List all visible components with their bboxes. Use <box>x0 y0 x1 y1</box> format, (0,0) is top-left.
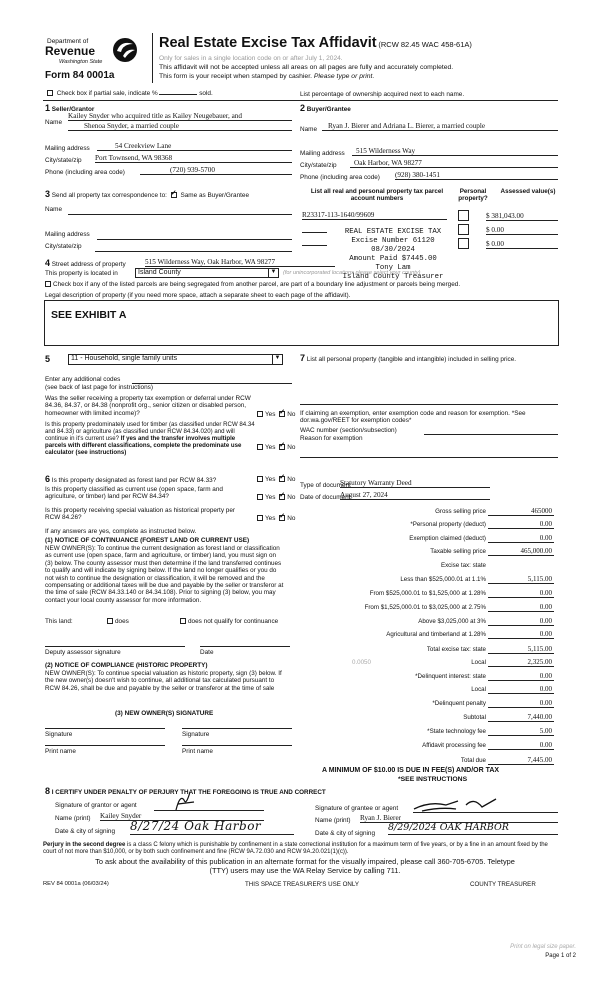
sec5-q1: Was the seller receiving a property tax exemption or deferral under RCW 84.36, 84.37, or 84.38 (nonprofit org., senior citizen or disabled person, homeowner with limited income)? <box>45 395 251 417</box>
forest-no-checkbox[interactable] <box>279 476 285 482</box>
sec3-label: Send all property tax correspondence to: <box>51 192 167 199</box>
notice2-body: NEW OWNER(S): To continue special valuation as historic property, sign (3) below. If the new owner(s) doesn't wish to continue, all additional tax calculated pursuant to RCW 84.26, shall be due and payable by the seller or transferor at the time of sale <box>45 670 282 692</box>
tax-row <box>300 631 556 641</box>
legal-size-note: Print on legal size paper. <box>510 944 576 950</box>
accessibility-line1: To ask about the availability of this publication in an alternate format for the visually impaired, please call 360-705-6705. Teletype <box>95 857 515 866</box>
buyer-city-value[interactable]: Oak Harbor, WA 98277 <box>350 159 558 168</box>
doc-type-label: Type of document <box>300 482 351 489</box>
owner-print-label-1: Print name <box>45 748 76 755</box>
grantor-date-label: Date & city of signing <box>55 828 116 835</box>
grantee-sig-label: Signature of grantee or agent <box>315 805 399 812</box>
located-label: This property is located in <box>45 270 118 277</box>
dept-line2: Revenue <box>45 44 96 58</box>
tax-label: Gross selling price <box>435 508 486 515</box>
doc-date-value[interactable]: August 27, 2024 <box>340 491 490 500</box>
tax-value[interactable]: 0.00 <box>539 603 552 611</box>
sec6-q3-answers <box>255 515 295 522</box>
street-label: 4 Street address of property <box>45 258 126 268</box>
q2-no-label: No <box>287 444 296 451</box>
q1-yes-checkbox[interactable] <box>257 411 263 417</box>
tax-value[interactable]: 5,115.00 <box>527 575 552 583</box>
perjury-note <box>43 842 558 856</box>
tax-label: *State technology fee <box>427 728 486 735</box>
seller-name-line1[interactable]: Kailey Snyder who acquired title as Kailey Neugebauer, and <box>68 112 292 121</box>
personal-col-header: Personal property? <box>458 188 488 203</box>
use-code-select[interactable] <box>68 354 283 365</box>
buyer-heading-text: Buyer/Grantee <box>306 106 351 113</box>
street-address-value[interactable]: 515 Wilderness Way, Oak Harbor, WA 98277 <box>145 258 335 267</box>
q1-yes-label: Yes <box>265 411 276 418</box>
personal-property-line <box>300 404 558 405</box>
seller-name-label: Name <box>45 119 63 126</box>
partial-sale-checkbox[interactable] <box>47 90 53 96</box>
buyer-mailing-value[interactable]: 515 Wilderness Way <box>352 147 558 156</box>
sec5-q2b-text: If yes and the transfer involves multiple parcels with different classifications, complete the predominate use calculator (see instructions) <box>45 435 242 456</box>
header-line2: This affidavit will not be accepted unless all areas on all pages are fully and accurately completed. <box>159 64 454 71</box>
tax-value[interactable]: 5,115.00 <box>527 645 552 653</box>
codes-note: (see back of last page for instructions) <box>45 384 153 391</box>
personal-cb-2[interactable] <box>458 224 469 235</box>
tax-label: Total due <box>460 757 486 764</box>
buyer-heading: 2 Buyer/Grantee <box>300 103 351 113</box>
sec5-q2-answers <box>255 444 295 451</box>
tax-label: Subtotal <box>463 714 486 721</box>
q2-yes-label: Yes <box>265 444 276 451</box>
seller-heading-text: Seller/Grantor <box>51 106 95 113</box>
page-number: Page 1 of 2 <box>545 953 576 959</box>
tax-row <box>300 714 556 724</box>
treasurer-use-label: THIS SPACE TREASURER'S USE ONLY <box>245 881 359 888</box>
this-land-label: This land: <box>45 618 73 625</box>
parcel-col-header: List all real and personal property tax parcel account numbers <box>310 188 444 203</box>
partial-sold-label: sold. <box>199 90 213 97</box>
buyer-name-label: Name <box>300 126 318 133</box>
tax-row <box>300 562 556 572</box>
grantee-name-label: Name (print) <box>315 817 351 824</box>
stamp-line5: Tony Lam <box>375 264 411 272</box>
unincorp-note: (for unincorporated locations please select your county) <box>283 270 421 276</box>
header-line3 <box>159 73 374 81</box>
tax-label: Local <box>471 686 486 693</box>
perjury-text: is a class C felony which is punishable by confinement in a state correctional institution for a maximum term of five years, or by a fine in an amount fixed by the court of not more than $10,000, or by both such confinement and fine (RCW 9A.72.030 and RCW 9A.20.021(1)(c)). <box>43 842 548 855</box>
notice1-body: NEW OWNER(S): To continue the current designation as forest land or classification as current use (open space, farm and agriculture, or timber) land, you must sign on (3) below. The county assessor must then determine if the land transferred continues to qualify and will indicate by signing below. If the land no longer qualifies or you do not wish to continue the designation or classification, it will be removed and the compensating or additional taxes will be due and payable by the seller or transferor at the time of sale (RCW 84.33.140 or 84.34.108). Prior to signing (3) below, you may contact your local county assessor for more information. <box>45 545 284 604</box>
stamp-line1: REAL ESTATE EXCISE TAX <box>344 228 442 236</box>
tax-label: Less than $525,000.01 at 1.1% <box>400 576 486 583</box>
tax-label: Agricultural and timberland at 1.28% <box>386 631 486 638</box>
stamp-line6: Island County Treasurer <box>342 273 444 281</box>
form-statute: (RCW 82.45 WAC 458-61A) <box>378 40 472 49</box>
stamp-line3: 08/30/2024 <box>371 246 415 254</box>
form-number: Form 84 0001a <box>45 70 115 81</box>
sec6-q1: 6 Is this property designated as forest land per RCW 84.33? <box>45 474 217 484</box>
doc-date-label: Date of document <box>300 494 351 501</box>
reason-label: Reason for exemption <box>300 435 363 442</box>
header-line3-b: Please type or print. <box>313 73 375 80</box>
legal-desc-label: Legal description of property (if you need more space, attach a separate sheet to each page of the affidavit). <box>45 292 351 299</box>
tax-row <box>300 548 556 558</box>
tax-value[interactable]: 0.00 <box>539 520 552 528</box>
deputy-date-line <box>200 646 290 647</box>
historic-no-label: No <box>287 515 296 522</box>
sec6-q1-text: Is this property designated as forest land per RCW 84.33? <box>51 477 217 484</box>
see-instructions-note: *SEE INSTRUCTIONS <box>398 776 468 783</box>
tax-label: From $525,000.01 to $1,525,000 at 1.28% <box>369 590 486 597</box>
sec3-mailing-label: Mailing address <box>45 231 90 238</box>
segregated-row <box>45 281 560 288</box>
perjury-lead: Perjury in the second degree <box>43 842 126 848</box>
additional-codes-line <box>132 383 292 384</box>
tax-label: From $1,525,000.01 to $3,025,000 at 2.75% <box>364 604 486 611</box>
tax-label: Exemption claimed (deduct) <box>409 535 486 542</box>
tax-row <box>300 618 556 628</box>
current-use-no-label: No <box>287 494 296 501</box>
seller-city-value[interactable]: Port Townsend, WA 98368 <box>95 154 292 163</box>
tax-label: Excise tax: state <box>440 562 486 569</box>
seller-heading: 1 Seller/Grantor <box>45 103 95 113</box>
sec3-mailing-line <box>97 239 292 240</box>
stamp-line4: Amount Paid $7445.00 <box>349 255 437 263</box>
buyer-phone-value[interactable]: (928) 380-1451 <box>395 171 558 180</box>
grey-note: Only for sales in a single location code on or after July 1, 2024. <box>159 55 343 62</box>
forest-yes-label: Yes <box>265 476 276 483</box>
tax-value[interactable]: 0.00 <box>539 685 552 693</box>
notice3-heading: (3) NEW OWNER(S) SIGNATURE <box>115 710 214 717</box>
revision-label: REV 84 0001a (06/03/24) <box>43 881 109 887</box>
tax-row <box>300 757 556 767</box>
sec5-q1-answers <box>255 411 295 418</box>
tax-label: *Delinquent penalty <box>432 700 486 707</box>
same-as-buyer-label: Same as Buyer/Grantee <box>180 192 250 199</box>
parcel-number[interactable]: R23317-113-1640/99609 <box>302 211 447 220</box>
tax-row <box>300 646 556 656</box>
tax-label: Taxable selling price <box>430 548 486 555</box>
additional-codes-label: Enter any additional codes <box>45 376 121 383</box>
form-title: Real Estate Excise Tax Affidavit <box>159 35 377 51</box>
seller-mailing-value[interactable]: 54 Creekview Lane <box>97 142 292 151</box>
tax-value[interactable]: 465,000.00 <box>520 547 552 555</box>
owner-sig-label-1: Signature <box>45 731 73 738</box>
tax-value[interactable]: 0.00 <box>539 630 552 638</box>
list-percentage-note: List percentage of ownership acquired next to each name. <box>300 91 465 98</box>
parcel-line-2 <box>302 232 327 233</box>
grantor-name-value[interactable]: Kailey Snyder <box>100 812 264 821</box>
historic-yes-label: Yes <box>265 515 276 522</box>
tax-value[interactable]: 465000 <box>531 507 552 515</box>
notice2-heading: (2) NOTICE OF COMPLIANCE (HISTORIC PROPERTY) <box>45 662 208 669</box>
segregated-checkbox[interactable] <box>45 281 51 287</box>
tax-row <box>300 728 556 738</box>
exemption-note: If claiming an exemption, enter exemption code and reason for exemption. *See dor.wa.gov/REET for exemption codes* <box>300 410 526 425</box>
header-line3-a: This form is your receipt when stamped by cashier. <box>159 73 312 80</box>
seller-city-label: City/state/zip <box>45 157 82 164</box>
current-use-yes-label: Yes <box>265 494 276 501</box>
q2-no-checkbox[interactable] <box>279 444 285 450</box>
owner-print-label-2: Print name <box>182 748 213 755</box>
this-land-row <box>45 618 295 625</box>
tax-value[interactable]: 0.00 <box>539 672 552 680</box>
sec5-number: 5 <box>45 354 51 364</box>
personal-cb-1[interactable] <box>458 210 469 221</box>
tax-label: *Personal property (deduct) <box>410 521 486 528</box>
q2-yes-checkbox[interactable] <box>257 444 263 450</box>
parcel-line-3 <box>302 245 327 246</box>
does-label: does <box>115 618 129 625</box>
county-treasurer-label: COUNTY TREASURER <box>470 881 536 888</box>
owner-sig-line-2 <box>182 728 292 729</box>
owner-print-line-2 <box>182 745 292 746</box>
tax-value[interactable]: 0.00 <box>539 741 552 749</box>
tax-value[interactable]: 2,325.00 <box>527 658 552 666</box>
assessed-value-1[interactable]: $ 381,043.00 <box>486 212 558 221</box>
seller-mailing-label: Mailing address <box>45 145 90 152</box>
q1-no-checkbox[interactable] <box>279 411 285 417</box>
chevron-down-icon: ▼ <box>268 269 278 277</box>
sec5-q2-text: Is this property predominately used for timber (as classified under RCW 84.34 and 84.33) or agriculture (as classified under RCW 84.34.020) and will continue in it's current use? <box>45 421 255 442</box>
form-title-row <box>159 35 472 52</box>
tax-row <box>300 673 556 683</box>
same-as-buyer-checkbox[interactable] <box>171 192 177 198</box>
wac-label: WAC number (section/subsection) <box>300 427 397 434</box>
tax-row <box>300 686 556 696</box>
tax-label: Above $3,025,000 at 3% <box>418 618 486 625</box>
deputy-label: Deputy assessor signature <box>45 649 121 656</box>
sec3-name-line <box>68 214 292 215</box>
dor-swirl-icon <box>111 36 139 64</box>
sec6-q2: Is this property classified as current use (open space, farm and agriculture, or timber) land per RCW 84.34? <box>45 486 223 501</box>
certify-heading: 8 I CERTIFY UNDER PENALTY OF PERJURY THAT THE FOREGOING IS TRUE AND CORRECT <box>45 786 326 796</box>
tax-value[interactable]: 5.00 <box>539 727 552 735</box>
street-label-text: Street address of property <box>51 261 126 268</box>
grantee-signature[interactable] <box>410 795 500 815</box>
seller-name-line2[interactable]: Shenoa Snyder, a married couple <box>68 122 292 131</box>
sec6-q3: Is this property receiving special valuation as historical property per RCW 84.26? <box>45 507 236 522</box>
stamp-line2: Excise Number 61120 <box>351 237 435 245</box>
grantor-signature[interactable] <box>170 790 200 814</box>
seller-phone-value[interactable]: (720) 939-5700 <box>140 166 292 175</box>
certify-heading-text: I CERTIFY UNDER PENALTY OF PERJURY THAT THE FOREGOING IS TRUE AND CORRECT <box>51 789 326 796</box>
sec6-q2-answers <box>255 494 295 501</box>
grantor-name-label: Name (print) <box>55 815 91 822</box>
tax-row <box>300 659 556 669</box>
tax-row <box>300 521 556 531</box>
deputy-sig-line <box>45 646 185 647</box>
divider-top <box>43 100 558 101</box>
owner-sig-line-1 <box>45 728 165 729</box>
grantor-date-value[interactable]: 8/27/24 Oak Harbor <box>130 820 294 835</box>
current-use-no-checkbox[interactable] <box>279 494 285 500</box>
seller-phone-label: Phone (including area code) <box>45 169 125 176</box>
segregated-label: Check box if any of the listed parcels are being segregated from another parcel, are part of a boundary line adjustment or parcels being merged. <box>53 281 461 288</box>
q1-no-label: No <box>287 411 296 418</box>
tax-value[interactable]: 0.00 <box>539 589 552 597</box>
tax-value[interactable]: 0.00 <box>539 617 552 625</box>
county-select[interactable] <box>135 268 279 278</box>
tax-label: Affidavit processing fee <box>422 742 486 749</box>
tax-label: *Delinquent interest: state <box>415 673 486 680</box>
buyer-mailing-label: Mailing address <box>300 150 345 157</box>
dept-line1: Department of <box>47 38 89 45</box>
accessibility-line2: (TTY) users may use the WA Relay Service by calling 711. <box>209 866 401 875</box>
tax-row <box>300 508 556 518</box>
current-use-yes-checkbox[interactable] <box>257 494 263 500</box>
personal-cb-3[interactable] <box>458 238 469 249</box>
does-not-label: does not qualify for continuance <box>188 618 279 625</box>
legal-desc-box[interactable] <box>44 300 559 346</box>
doc-type-value[interactable]: Statutory Warranty Deed <box>340 479 490 488</box>
tax-value[interactable]: 7,440.00 <box>527 713 552 721</box>
tax-label: Local <box>471 659 486 666</box>
owner-print-line-1 <box>45 745 165 746</box>
partial-sale-row <box>45 90 213 97</box>
tax-row <box>300 700 556 710</box>
deputy-date-label: Date <box>200 649 214 656</box>
reason-line <box>300 457 558 458</box>
sec5-q2 <box>45 421 257 456</box>
sec7-heading-text: List all personal property (tangible and intangible) included in selling price. <box>306 356 517 363</box>
grantee-name-value[interactable]: Ryan J. Bierer <box>360 814 558 823</box>
dept-line3: Washington State <box>59 59 103 65</box>
tax-value[interactable]: 7,445.00 <box>527 756 552 764</box>
sec6-q4: If any answers are yes, complete as instructed below. <box>45 528 197 535</box>
does-qualify-checkbox[interactable] <box>107 618 113 624</box>
sec7-heading: 7 List all personal property (tangible and intangible) included in selling price. <box>300 353 517 363</box>
notice1-heading: (1) NOTICE OF CONTINUANCE (FOREST LAND OR CURRENT USE) <box>45 537 250 544</box>
tax-row <box>300 604 556 614</box>
assessed-value-3[interactable]: $ 0.00 <box>486 240 558 249</box>
wac-line <box>424 434 558 435</box>
use-code-value: 11 - Household, single family units <box>71 355 178 362</box>
historic-no-checkbox[interactable] <box>279 515 285 521</box>
legal-desc-value: SEE EXHIBIT A <box>51 309 127 321</box>
grantor-sig-label: Signature of grantor or agent <box>55 802 137 809</box>
historic-yes-checkbox[interactable] <box>257 515 263 521</box>
tax-value[interactable]: 0.00 <box>539 534 552 542</box>
county-value: Island County <box>138 269 181 276</box>
forest-no-label: No <box>287 476 296 483</box>
forest-yes-checkbox[interactable] <box>257 476 263 482</box>
tax-value[interactable]: 0.00 <box>539 699 552 707</box>
buyer-city-label: City/state/zip <box>300 162 337 169</box>
tax-row <box>300 576 556 586</box>
partial-sale-label: Check box if partial sale, indicate % <box>56 90 158 97</box>
tax-row <box>300 742 556 752</box>
sec3-city-label: City/state/zip <box>45 243 82 250</box>
assessed-value-2[interactable]: $ 0.00 <box>486 226 558 235</box>
buyer-name-value[interactable]: Ryan J. Bierer and Adriana L. Bierer, a married couple <box>322 122 558 131</box>
sec3-name-label: Name <box>45 206 63 213</box>
header-divider <box>152 33 153 83</box>
owner-sig-label-2: Signature <box>182 731 210 738</box>
buyer-phone-label: Phone (including area code) <box>300 174 380 181</box>
minimum-fee-note: A MINIMUM OF $10.00 IS DUE IN FEE(S) AND/OR TAX <box>322 767 500 774</box>
tax-row <box>300 590 556 600</box>
local-rate: 0.0050 <box>352 659 371 666</box>
grantee-date-value[interactable]: 8/29/2024 OAK HARBOR <box>388 823 558 835</box>
sec6-q1-answers <box>255 476 295 483</box>
tax-row <box>300 535 556 545</box>
assessed-col-header: Assessed value(s) <box>500 188 556 195</box>
sec3-city-line <box>95 251 292 252</box>
sec3-heading: 3 Send all property tax correspondence to: ✓ Same as Buyer/Grantee <box>45 189 249 199</box>
grantee-date-label: Date & city of signing <box>315 830 376 837</box>
tax-label: Total excise tax: state <box>426 646 486 653</box>
chevron-down-icon: ▼ <box>272 355 282 364</box>
does-not-qualify-checkbox[interactable] <box>180 618 186 624</box>
